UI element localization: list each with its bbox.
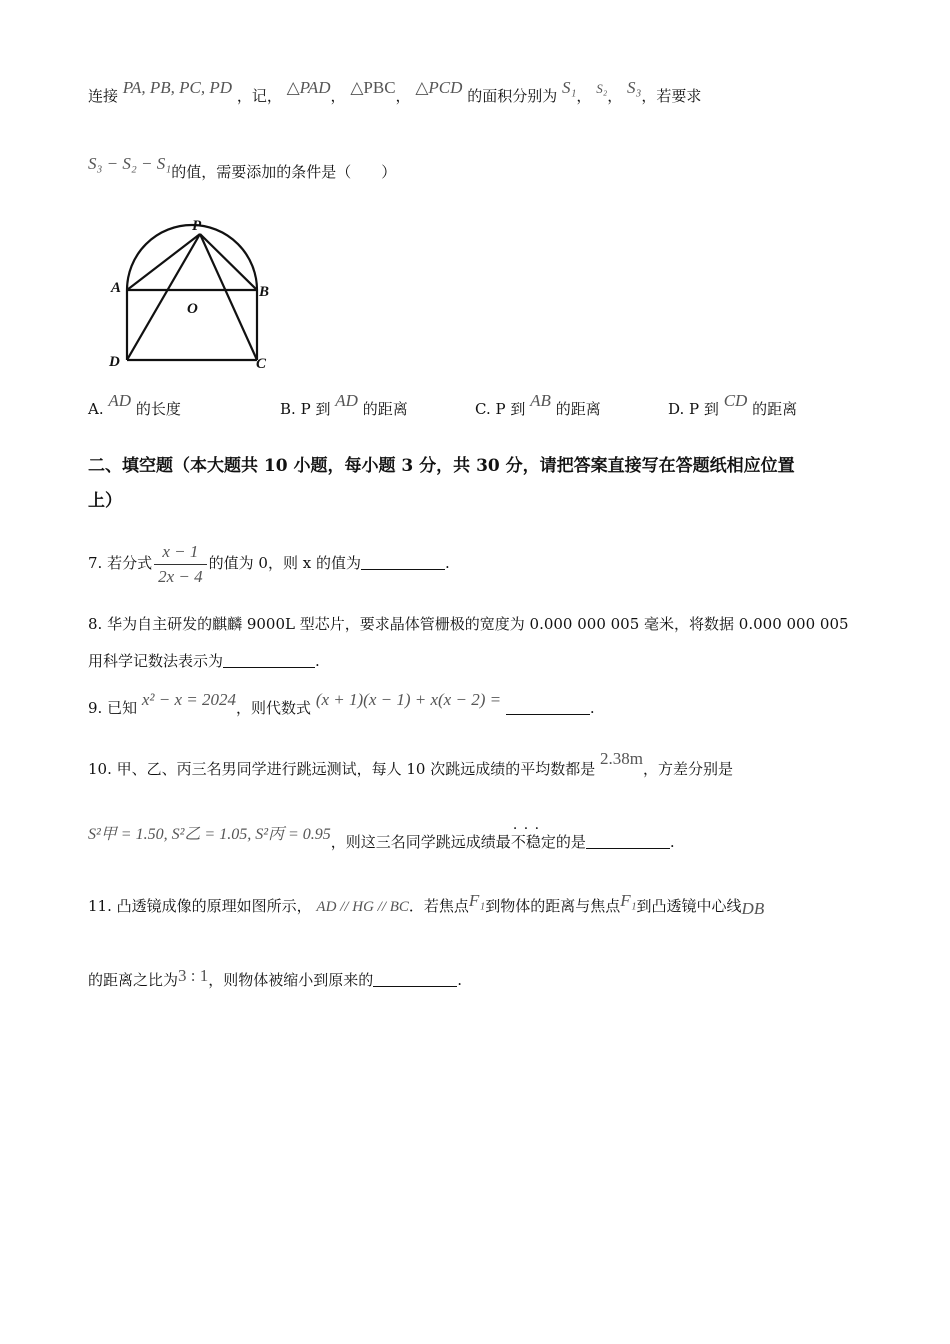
q10-emphasis: · · · 不稳定 [511,833,556,851]
q10-line1 [88,749,734,779]
q7-number: 7. [88,554,103,572]
q10-average: 2.38m [600,749,644,768]
option-c-letter: C. [475,400,491,418]
q7-denominator: 2x − 4 [154,564,207,587]
option-c-math: AB [530,391,551,410]
q9-condition: x² − x = 2024 [141,690,237,709]
q11-text-pre2: 的距离之比为 [88,971,179,989]
q8-text: 用科学记数法表示为 [88,652,224,670]
option-b-letter: B. [280,400,296,418]
q9-text-mid: ，则代数式 [236,699,312,717]
question-7 [88,540,450,587]
q11-line2 [88,966,463,990]
q6-text-ji: ，记， [236,87,282,105]
q10-text-pre: 10. 甲、乙、丙三名男同学进行跳远测试，每人 10 次跳远成绩的平均数都是 [88,760,596,778]
q6-line1: 连接 PA, PB, PC, PD ，记， △PAD， △PBC， △PCD 的面积分别为 S₁， S₂， S₃，若要求 [88,78,702,105]
q6-s3: S₃ [627,78,642,97]
q6-tri-pad: △PAD [286,78,331,97]
option-b-pre: P 到 [300,400,331,418]
q6-text-require: ，若要求 [641,87,702,105]
q11-text-mid: ．若焦点 [408,897,469,915]
option-c-text: 的距离 [555,400,601,418]
option-a-math: AD [108,391,132,410]
option-b-text: 的距离 [362,400,408,418]
label-d: D [109,354,120,370]
label-a: A [111,280,122,296]
q11-f1: F₁ [468,891,486,910]
q6-s2: S₂ [596,81,608,96]
q11-answer-blank[interactable] [373,972,457,987]
q9-expression: (x + 1)(x − 1) + x(x − 2) = [315,690,502,709]
q10-text-pre2: ，则这三名同学跳远成绩最 [330,833,511,851]
q11-text-pre: 11. 凸透镜成像的原理如图所示， [88,897,312,915]
option-d-math: CD [723,391,748,410]
semicircle-arc [127,225,257,290]
option-b-math: AD [335,391,358,410]
q9-text-pre: 已知 [107,699,138,717]
q6-tri-pbc: △PBC [350,78,396,97]
q6-s1: S₁ [561,78,577,97]
label-b: B [259,284,270,300]
q9-end: . [589,699,595,717]
q8-line2 [88,651,320,671]
q6-text-tail: 的值，需要添加的条件是（ ） [171,163,397,181]
option-a-letter: A. [88,400,104,418]
q6-segments: PA, PB, PC, PD [122,78,233,97]
q10-text-post: ，方差分别是 [643,760,734,778]
q7-numerator: x − 1 [162,541,199,561]
q11-line1 [88,891,765,918]
q7-text-pre: 若分式 [107,554,153,572]
q11-end: . [457,971,463,989]
option-d[interactable] [668,391,798,419]
q6-text-area: 的面积分别为 [467,87,558,105]
q7-end: . [444,554,450,572]
segment-pc [200,234,257,360]
q8-end: . [315,652,320,670]
q7-text-mid: 的值为 0，则 x 的值为 [208,554,361,572]
option-a-text: 的长度 [135,400,181,418]
section2-heading-line2: 上） [88,491,122,511]
q7-fraction [154,542,207,587]
q8-answer-blank[interactable] [223,653,315,668]
q6-tri-pcd: △PCD [415,78,463,97]
q8-line1: 8. 华为自主研发的麒麟 9000L 型芯片，要求晶体管栅极的宽度为 0.000 000 005 毫米，将数据 0.000 000 005 [88,615,849,633]
q11-text-mid3: 到凸透镜中心线 [636,897,742,915]
q11-text-post: ，则物体被缩小到原来的 [208,971,374,989]
option-c[interactable] [475,391,601,419]
option-c-pre: P 到 [495,400,526,418]
option-b[interactable] [280,391,408,419]
option-d-pre: P 到 [689,400,719,418]
label-c: C [256,356,267,372]
q7-answer-blank[interactable] [361,555,445,570]
q6-text-lianjie: 连接 [88,87,119,105]
q9-answer-blank[interactable] [506,700,590,715]
option-a[interactable] [88,391,181,419]
label-o: O [187,301,198,317]
q11-text-mid2: 到物体的距离与焦点 [485,897,621,915]
q9-number: 9. [88,699,103,717]
q11-db: DB [741,899,765,918]
q10-variances: S²甲 = 1.50, S²乙 = 1.05, S²丙 = 0.95 [88,826,331,843]
q11-f1-second: F₁ [620,891,637,910]
section2-heading-line1: 二、填空题（本大题共 10 小题，每小题 3 分，共 30 分，请把答案直接写在答题纸相应位置 [88,456,795,476]
q10-end: . [669,833,675,851]
q10-line2 [88,826,675,853]
q10-answer-blank[interactable] [586,834,670,849]
label-p: P [192,218,202,234]
q6-expression: S₃ − S₂ − S₁ [88,154,172,173]
segment-pb [200,234,257,290]
q10-text-post2: 的是 [555,833,586,851]
option-d-text: 的距离 [752,400,798,418]
q11-parallel: AD // HG // BC [316,899,409,915]
q11-ratio: 3 : 1 [178,966,209,985]
question-9 [88,690,595,718]
segment-pa [127,234,200,290]
q6-figure [100,210,280,376]
option-d-letter: D. [668,400,685,418]
q6-line2 [88,154,397,182]
